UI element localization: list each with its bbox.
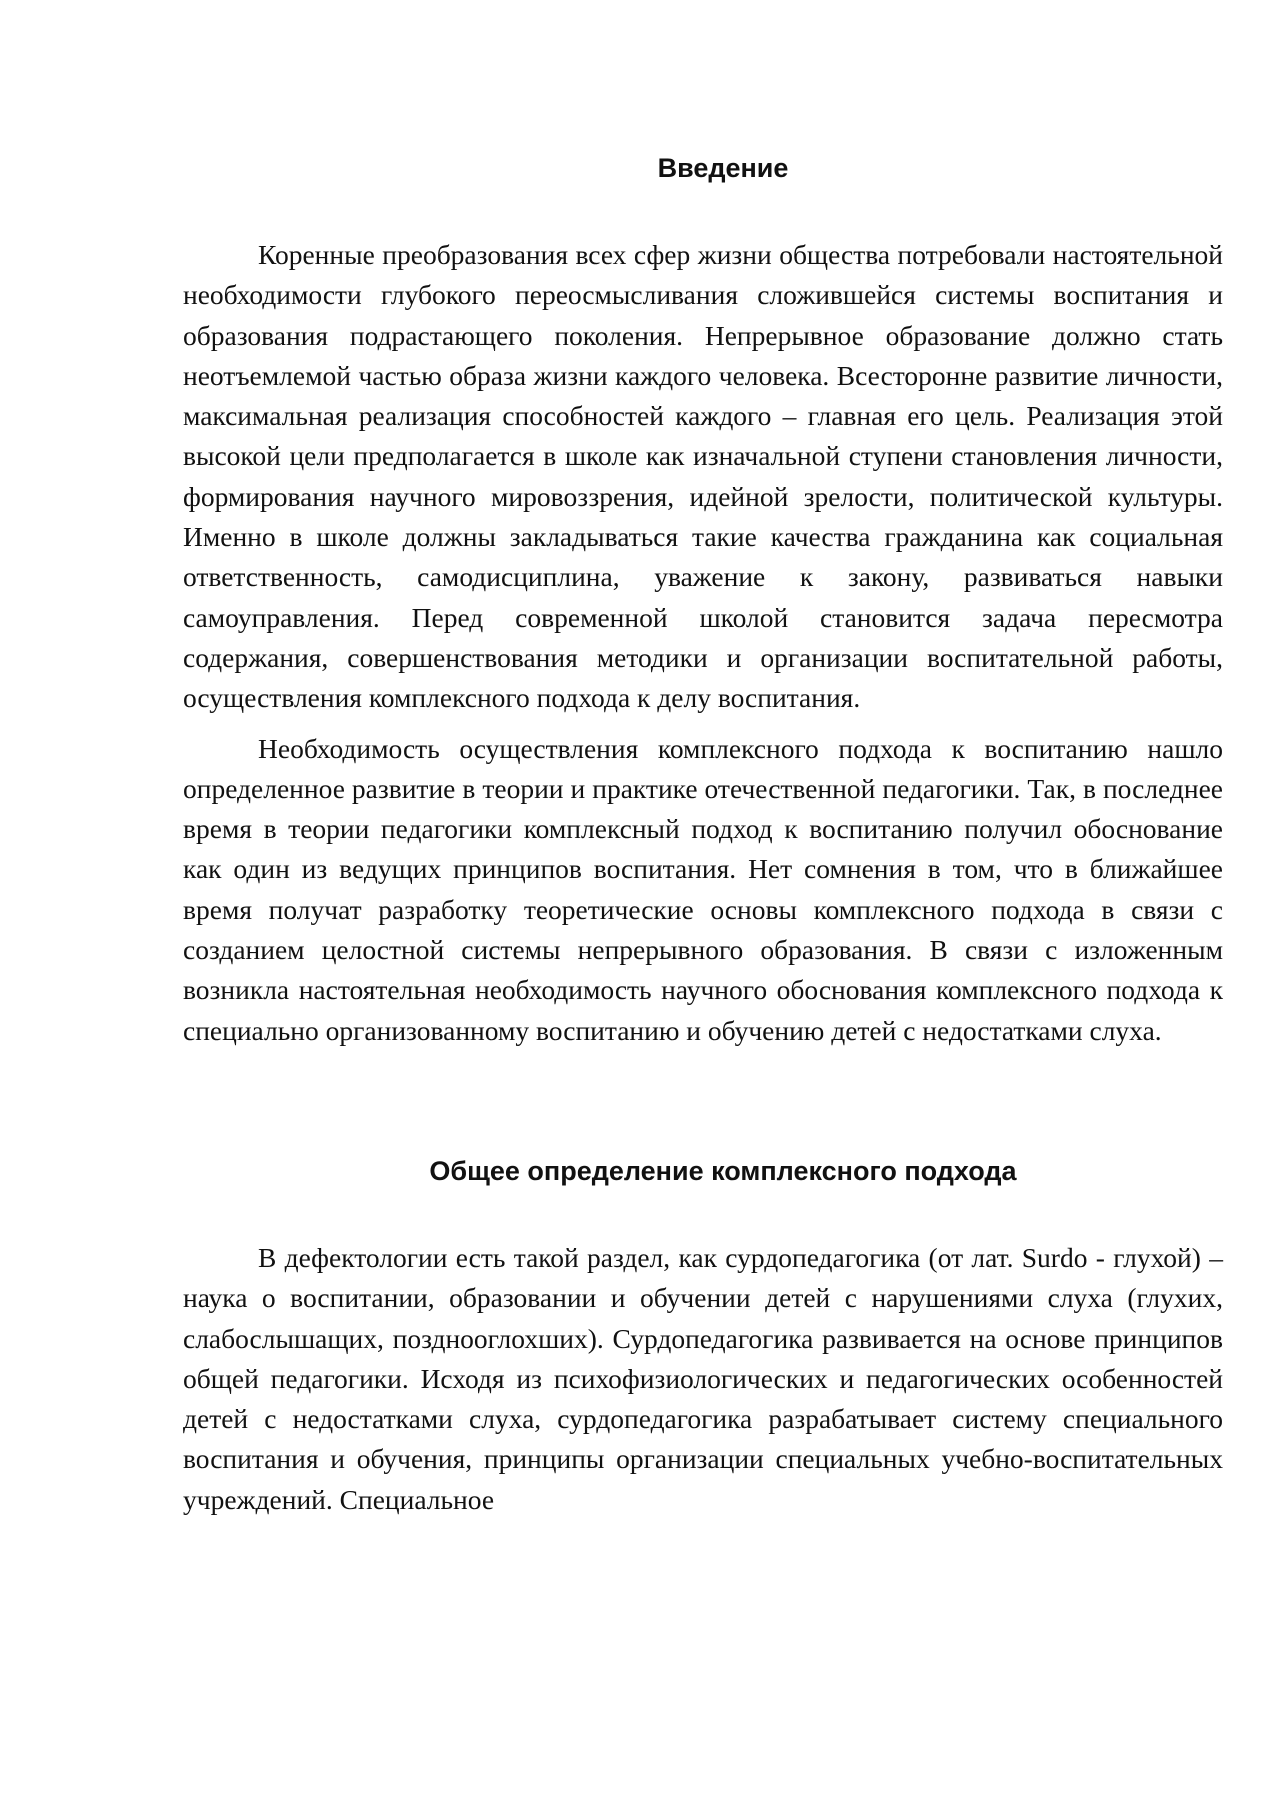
page-content xyxy=(183,148,1223,1520)
intro-heading: Введение xyxy=(657,153,789,183)
section-heading: Общее определение комплексного подхода xyxy=(429,1155,1017,1186)
intro-paragraph-2: Необходимость осуществления комплексного подхода к воспитанию нашло определенное развитие в теории и практике отечественной педагогики. Так, в последнее время в теории педагогики комплексный подход к воспитанию получил обоснование как один из ведущих принципов воспитания. Нет сомнения в том, что в ближайшее время получат разработку теоретические основы комплексного подхода в связи с созданием целостной системы непрерывного образования. В связи с изложенным возникла настоятельная необходимость научного обоснования комплексного подхода к специально организованному воспитанию и обучению детей с недостатками слуха. xyxy=(183,732,1223,1046)
intro-paragraph-1: Коренные преобразования всех сфер жизни общества потребовали настоятельной необходимости глубокого переосмысливания сложившейся системы воспитания и образования подрастающего поколения. Непрерывное образование должно стать неотъемлемой частью образа жизни каждого человека. Всесторонне развитие личности, максимальная реализация способностей каждого – главная его цель. Реализация этой высокой цели предполагается в школе как изначальной ступени становления личности, формирования научного мировоззрения, идейной зрелости, политической культуры. Именно в школе должны закладываться такие качества гражданина как социальная ответственность, самодисциплина, уважение к закону, развиваться навыки самоуправления. Перед современной школой становится задача пересмотра содержания, совершенствования методики и организации воспитательной работы, осуществления комплексного подхода к делу воспитания. xyxy=(183,239,1223,714)
section-paragraph-1: В дефектологии есть такой раздел, как сурдопедагогика (от лат. Surdo - глухой) – наука о воспитании, образовании и обучении детей с нарушениями слуха (глухих, слабослышащих, позднооглохших). Сурдопедагогика развивается на основе принципов общей педагогики. Исходя из психофизиологических и педагогических особенностей детей с недостатками слуха, сурдопедагогика разрабатывает систему специального воспитания и обучения, принципы организации специальных учебно-воспитательных учреждений. Специальное xyxy=(183,1241,1223,1515)
